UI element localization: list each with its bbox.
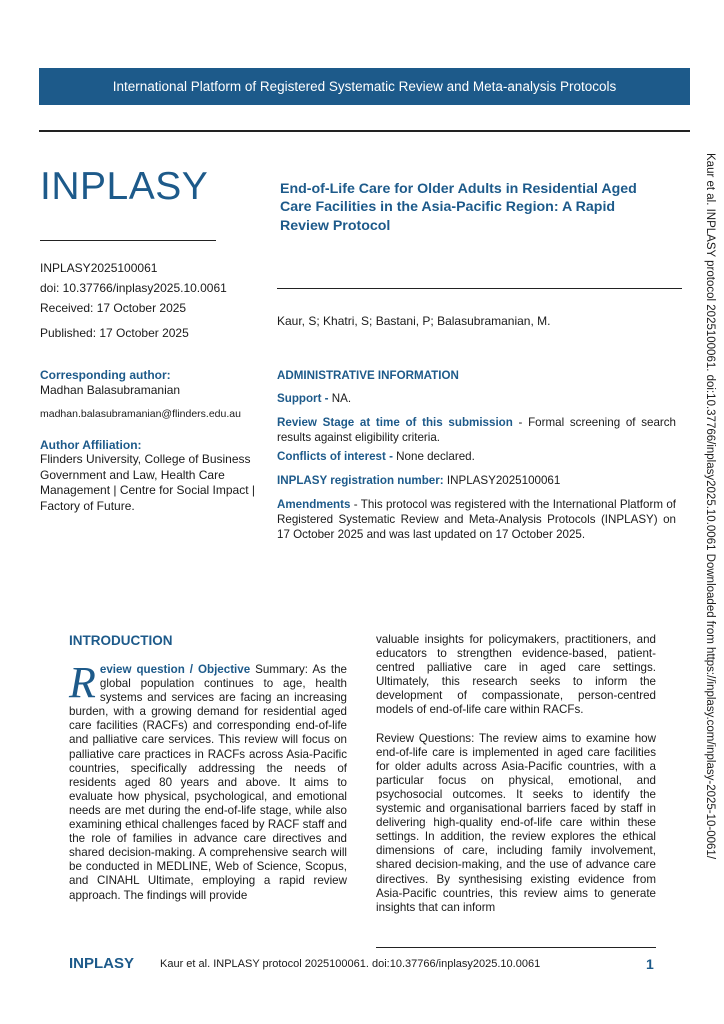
- conflicts-value: None declared.: [392, 450, 475, 463]
- intro-column-2: [376, 633, 656, 915]
- intro-col1-text: Summary: As the global population continues to age, health systems and services are facing an increasing burden, with a growing demand for residential aged care facilities (RACFs) and corresponding end-of-life and palliative care services. This review will focus on palliative care practices in RACFs across Asia-Pacific countries, specifically addressing the needs of residents aged 80 years and above. It aims to evaluate how physical, psychological, and emotional needs are met during the end-of-life stage, while also examining ethical challenges faced by RACF staff and the role of families in advance care directives and shared decision-making. A comprehensive search will be conducted in MEDLINE, Web of Science, Scopus, and CINAHL Ultimate, employing a rapid review approach. The findings will provide: [69, 663, 348, 902]
- header-rule: [39, 130, 690, 132]
- support-value: NA.: [331, 392, 352, 405]
- doi: doi: 10.37766/inplasy2025.10.0061: [40, 281, 227, 295]
- stage-label: Review Stage at time of this submission: [277, 416, 513, 429]
- affiliation-label: Author Affiliation:: [40, 438, 142, 452]
- conflicts-label: Conflicts of interest -: [277, 450, 393, 463]
- affiliation-text: Flinders University, College of Business Government and Law, Health Care Management | Centre for Social Impact | Factory of Future.: [40, 452, 255, 513]
- page-number: 1: [646, 956, 654, 972]
- review-question-lead: eview question / Objective: [99, 663, 251, 676]
- side-download-note: Kaur et al. INPLASY protocol 2025100061. doi:10.37766/inplasy2025.10.0061 Downloaded from https://inplasy.com/inplasy-2025-10-0061/: [704, 153, 716, 860]
- admin-amendments: [277, 497, 676, 542]
- intro-col2-para1: valuable insights for policymakers, practitioners, and educators to strengthen evidence-based, patient-centred palliative care in aged care settings. Ultimately, this research seeks to inform the development of compassionate, person-centred models of end-of-life care within RACFs.: [376, 633, 656, 717]
- received-date: Received: 17 October 2025: [40, 301, 187, 315]
- admin-registration: [277, 473, 676, 488]
- intro-col2-para2: Review Questions: The review aims to examine how end-of-life care is implemented in aged care facilities for older adults across Asia-Pacific countries, with a particular focus on physical, emotional, and psychosocial outcomes. It seeks to identify the systemic and organisational barriers faced by staff in delivering high-quality end-of-life care within these settings. In addition, the review explores the ethical dimensions of care, including family involvement, shared decision-making, and the use of advance care directives. By synthesising existing evidence from Asia-Pacific countries, this review aims to generate insights that can inform: [376, 731, 656, 914]
- stage-value: - Formal screening of search results against eligibility criteria.: [277, 416, 676, 445]
- footer-logo: INPLASY: [69, 955, 135, 972]
- corresponding-label: Corresponding author:: [40, 368, 171, 382]
- logo-rule: [40, 240, 216, 241]
- amend-label: Amendments: [277, 498, 351, 511]
- drop-cap: R: [69, 658, 96, 707]
- published-date: Published: 17 October 2025: [40, 326, 189, 340]
- admin-support: [277, 391, 676, 406]
- admin-conflicts: [277, 449, 676, 464]
- article-title: End-of-Life Care for Older Adults in Residential Aged Care Facilities in the Asia-Pacific Region: A Rapid Review Protocol: [280, 181, 637, 234]
- amend-value: - This protocol was registered with the International Platform of Registered Systematic Review and Meta-Analysis Protocols (INPLASY) on 17 October 2025 and was last updated on 17 October 2025.: [277, 498, 676, 542]
- intro-column-1: [69, 658, 348, 903]
- intro-heading: INTRODUCTION: [69, 633, 173, 648]
- admin-review-stage: [277, 415, 676, 445]
- corresponding-name: Madhan Balasubramanian: [40, 383, 181, 397]
- author-list: Kaur, S; Khatri, S; Bastani, P; Balasubramanian, M.: [277, 314, 551, 328]
- author-affiliation: [40, 438, 255, 514]
- regnum-label: INPLASY registration number:: [277, 474, 444, 487]
- journal-logo: INPLASY: [40, 165, 209, 208]
- footer-citation: Kaur et al. INPLASY protocol 2025100061. doi:10.37766/inplasy2025.10.0061: [160, 958, 541, 970]
- title-rule: [277, 288, 682, 289]
- regnum-value: INPLASY2025100061: [443, 474, 561, 487]
- admin-heading: ADMINISTRATIVE INFORMATION: [277, 369, 459, 382]
- footer-rule: [376, 947, 656, 948]
- support-label: Support -: [277, 392, 329, 405]
- registration-id: INPLASY2025100061: [40, 261, 158, 275]
- corresponding-email[interactable]: madhan.balasubramanian@flinders.edu.au: [40, 408, 241, 420]
- corresponding-author: [40, 368, 255, 420]
- journal-banner: International Platform of Registered Systematic Review and Meta-analysis Protocols: [39, 68, 690, 105]
